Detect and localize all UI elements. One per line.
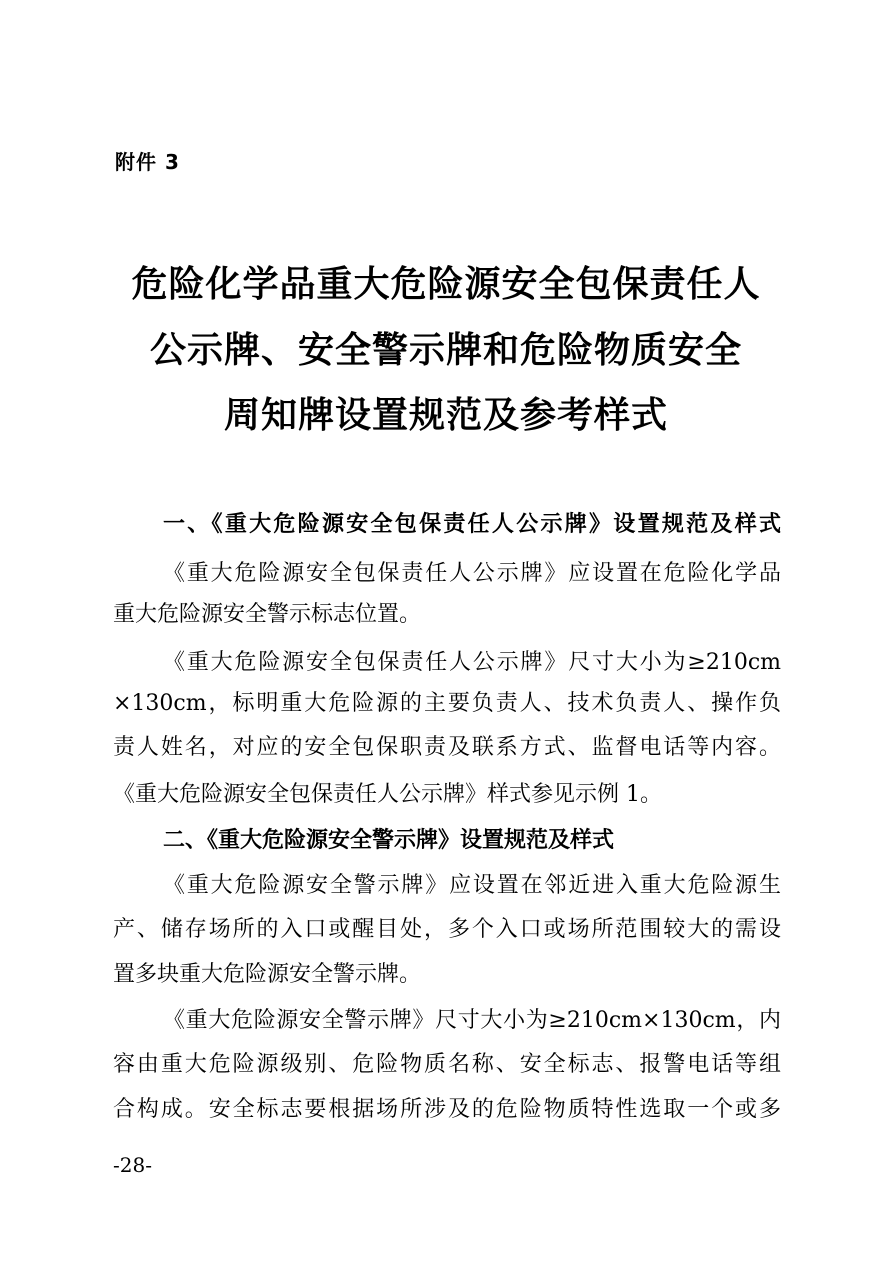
- paragraph-line: 《重大危险源安全包保责任人公示牌》样式参见示例 1。: [113, 782, 662, 807]
- paragraph-line: 责人姓名，对应的安全包保职责及联系方式、监督电话等内容。: [113, 735, 781, 760]
- paragraph-line: 《重大危险源安全警示牌》尺寸大小为≥210cm×130cm，内: [163, 1008, 781, 1033]
- paragraph-line: 《重大危险源安全警示牌》应设置在邻近进入重大危险源生: [163, 873, 781, 898]
- paragraph-line: 重大危险源安全警示标志位置。: [113, 602, 422, 627]
- document-title-line-3: 周知牌设置规范及参考样式: [223, 394, 668, 436]
- paragraph-line: 置多块重大危险源安全警示牌。: [113, 962, 422, 987]
- section-1-heading: 一、《重大危险源安全包保责任人公示牌》设置规范及样式: [163, 512, 781, 537]
- section-2-heading: 二、《重大危险源安全警示牌》设置规范及样式: [163, 828, 615, 853]
- paragraph-line: ×130cm，标明重大危险源的主要负责人、技术负责人、操作负: [113, 691, 781, 716]
- paragraph-line: 合构成。安全标志要根据场所涉及的危险物质特性选取一个或多: [113, 1097, 781, 1122]
- document-title-line-2: 公示牌、安全警示牌和危险物质安全: [149, 329, 742, 371]
- paragraph-line: 《重大危险源安全包保责任人公示牌》尺寸大小为≥210cm: [163, 650, 781, 675]
- page-number: -28-: [113, 1153, 152, 1177]
- attachment-label: 附件 3: [115, 150, 180, 174]
- paragraph-line: 容由重大危险源级别、危险物质名称、安全标志、报警电话等组: [113, 1052, 781, 1077]
- document-title-line-1: 危险化学品重大危险源安全包保责任人: [131, 263, 761, 305]
- paragraph-line: 《重大危险源安全包保责任人公示牌》应设置在危险化学品: [163, 561, 781, 586]
- paragraph-line: 产、储存场所的入口或醒目处，多个入口或场所范围较大的需设: [113, 917, 781, 942]
